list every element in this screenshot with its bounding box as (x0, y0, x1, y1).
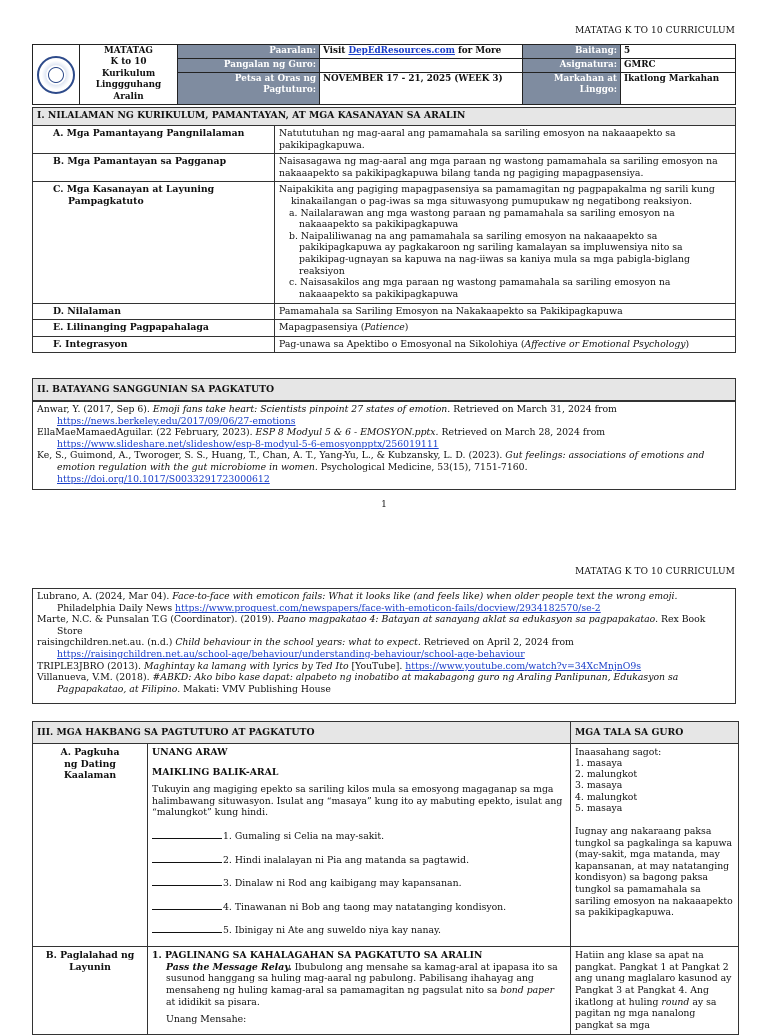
exercise-item: 5. Ibinigay ni Ate ang suweldo niya kay nanay. (152, 925, 566, 937)
reference-link[interactable]: https://doi.org/10.1017/S0033291723000612 (57, 473, 270, 485)
row-b-text: Naisasagawa ng mag-aaral ang mga paraan ng wastong pamamahala sa sariling emosyon na nakaaapekto sa pakikipagkapuwa bilang tanda ng pagiging mapagpasensiya. (275, 154, 736, 182)
lesson-plan-title: MATATAG K to 10 Kurikulum Linggguhang Aralin (80, 45, 178, 105)
notes-column-title: MGA TALA SA GURO (571, 722, 739, 744)
petsa-label: Petsa at Oras ng Pagtuturo: (178, 72, 320, 104)
reference-link[interactable]: https://www.youtube.com/watch?v=34XcMnjnO9s (405, 660, 642, 672)
step-b-notes: Hatiin ang klase sa apat na pangkat. Pangkat 1 at Pangkat 2 ang unang maglalaro kasunod ay Pangkat 3 at Pangkat 4. Ang ikatlong at huling round ay sa pagitan ng mga nanalong pangkat sa mga (571, 947, 739, 1035)
reference-link[interactable]: https://news.berkeley.edu/2017/09/06/27-emotions (57, 415, 296, 427)
reference-item: TRIPLE3JBRO (2013). Maghintay ka lamang with lyrics by Ted Ito [YouTube]. https://www.youtube.com/watch?v=34XcMnjnO9s (37, 660, 642, 672)
reference-item: Lubrano, A. (2024, Mar 04). Face-to-face with emoticon fails: What it looks like (and feels like) when older people text the wrong emoji. Philadelphia Daily News https://www.proquest.com/newspapers/face-with-emoticon-fails/docview/2934182570/se-2 (37, 591, 678, 614)
balik-aral-instructions: Tukuyin ang magiging epekto sa sariling kilos mula sa emosyong magaganap sa mga halimbawang situwasyon. Isulat ang “masaya” kung ito ay mabuting epekto, isulat ang “malungkot” kung hindi. (152, 784, 563, 819)
section-1-table (32, 107, 736, 353)
reference-item: Anwar, Y. (2017, Sep 6). Emoji fans take heart: Scientists pinpoint 27 states of emotion. Retrieved on March 31, 2024 from https://news.berkeley.edu/2017/09/06/27-emotions (37, 404, 617, 427)
answer-blank[interactable] (152, 932, 222, 933)
asignatura-label: Asignatura: (523, 58, 621, 72)
reference-item: EllaMaeMamaedAguilar. (22 February, 2023). ESP 8 Modyul 5 & 6 - EMOSYON.pptx. Retrieved on March 28, 2024 from https://www.slideshare.net/slideshow/esp-8-modyul-5-6-emosyonpptx/256019111 (37, 427, 606, 450)
section-2-title: II. BATAYANG SANGGUNIAN SA PAGKATUTO (32, 378, 736, 401)
step-a-content (148, 744, 571, 947)
reference-item: Villanueva, V.M. (2018). #ABKD: Ako bibo kase dapat: alpabeto ng inobatibo at makabagong guro ng Araling Panlipunan, Edukasyon sa Pagpapakatao, at Filipino. Makati: VMV Publishing House (37, 672, 679, 695)
c-main-objective: Naipakikita ang pagiging mapagpasensiya sa pamamagitan ng pagpapakalma ng sarili kung kinakailangan o pag-iwas sa mga situwasyong pumupukaw ng negatibong reaksiyon. (279, 184, 715, 208)
curriculum-header: MATATAG K TO 10 CURRICULUM (575, 567, 735, 577)
balik-aral-heading: MAIKLING BALIK-ARAL (152, 766, 279, 778)
c-objective-a: a. Nailalarawan ang mga wastong paraan ng pamamahala sa sariling emosyon na nakaaapekto sa pakikipagkapuwa (289, 207, 675, 231)
page-number: 1 (381, 500, 387, 510)
section-1-title: I. NILALAMAN NG KURIKULUM, PAMANTAYAN, AT MGA KASANAYAN SA ARALIN (33, 108, 736, 126)
row-f-text: Pag-unawa sa Apektibo o Emosyonal na Sikolohiya (Affective or Emotional Psychology) (275, 336, 736, 353)
row-a-label: A. Mga Pamantayang Pangnilalaman (33, 126, 275, 154)
markahan-label: Markahan at Linggo: (523, 72, 621, 104)
section-3-title: III. MGA HAKBANG SA PAGTUTURO AT PAGKATUTO (33, 722, 571, 744)
row-d-text: Pamamahala sa Sariling Emosyon na Nakakaapekto sa Pakikipagkapuwa (275, 303, 736, 320)
row-c-text (275, 182, 736, 303)
answer-blank[interactable] (152, 838, 222, 839)
references-box-1 (32, 401, 736, 490)
c-objective-c: c. Naisasakilos ang mga paraan ng wastong pamamahala sa sariling emosyon na nakaaapekto sa pakikipagkapuwa (289, 277, 671, 300)
section-3-table (32, 721, 739, 1035)
depedresources-link[interactable]: DepEdResources.com (348, 46, 455, 56)
asignatura-value: GMRC (621, 58, 736, 72)
row-d-label: D. Nilalaman (33, 303, 275, 320)
b-activity: Pass the Message Relay. Ibubulong ang mensahe sa kamag-aral at ipapasa ito sa susunod hanggang sa huling mag-aaral ng pabulong. Pabilisang ihahayag ang mensaheng ng huling kamag-aral sa pamamagitan ng pagsulat nito sa bond paper at ididikit sa pisara. (166, 961, 558, 1008)
step-b-label: B. Paglalahad ng Layunin (33, 947, 148, 1035)
markahan-value: Ikatlong Markahan (621, 72, 736, 104)
answer-blank[interactable] (152, 909, 222, 910)
reference-link[interactable]: https://www.proquest.com/newspapers/face-with-emoticon-fails/docview/2934182570/se-2 (175, 602, 601, 614)
step-a-notes: Inaasahang sagot: 1. masaya 2. malungkot 3. masaya 4. malungkot 5. masaya Iugnay ang nakaraang paksa tungkol sa pagkalinga sa kapuwa (may-sakit, mga matanda, may kapansanan, at may natatanging kondisyon) sa bagong paksa tungkol sa pamamahala sa sariling emosyon na nakaaapekto sa pakikipagkapuwa. (571, 744, 739, 947)
c-objective-b: b. Naipaliliwanag na ang pamamahala sa sariling emosyon na nakaaapekto sa pakikipagkapuwa ay pagkakaroon ng sariling kamalayan sa impluwensiya nito sa pakikipag-ugnayan sa kapuwa na nag-iiwas sa kaniya mula sa mga pabigla-biglang reaksiyon (289, 230, 690, 277)
row-b-label: B. Mga Pamantayan sa Pagganap (33, 154, 275, 182)
step-a-label: A. Pagkuha ng Dating Kaalaman (33, 744, 148, 947)
b-unang-mensahe: Unang Mensahe: (166, 1014, 247, 1026)
row-a-text: Natututuhan ng mag-aaral ang pamamahala sa sariling emosyon na nakaaapekto sa pakikipagkapuwa. (275, 126, 736, 154)
petsa-value: NOVEMBER 17 - 21, 2025 (WEEK 3) (320, 72, 523, 104)
row-f-label: F. Integrasyon (33, 336, 275, 353)
row-c-label: C. Mga Kasanayan at Layuning Pampagkatuto (33, 182, 275, 303)
deped-seal-icon (37, 56, 75, 94)
reference-item: Marte, N.C. & Punsalan T.G (Coordinator). (2019). Paano magpakatao 4: Batayan at sanayang aklat sa edukasyon sa pagpapakatao. Rex Book Store (37, 614, 706, 637)
reference-item: Ke, S., Guimond, A., Tworoger, S. S., Huang, T., Chan, A. T., Yang-Yu, L., & Kubzansky, L. D. (2023). Gut feelings: associations of emotions and emotion regulation with the gut microbiome in women. Psychological Medicine, 53(15), 7151-7160. https://doi.org/10.1017/S0033291723000612 (37, 450, 705, 485)
exercise-item: 3. Dinalaw ni Rod ang kaibigang may kapansanan. (152, 878, 566, 890)
exercise-item: 1. Gumaling si Celia na may-sakit. (152, 831, 566, 843)
guro-value (320, 58, 523, 72)
exercise-item: 2. Hindi inalalayan ni Pia ang matanda sa pagtawid. (152, 855, 566, 867)
b-heading: 1. PAGLINANG SA KAHALAGAHAN SA PAGKATUTO SA ARALIN (152, 950, 483, 962)
logo-cell (33, 45, 80, 105)
unang-araw-heading: UNANG ARAW (152, 747, 228, 758)
exercise-item: 4. Tinawanan ni Bob ang taong may natatanging kondisyon. (152, 902, 566, 914)
reference-item: raisingchildren.net.au. (n.d.) Child behaviour in the school years: what to expect. Retrieved on April 2, 2024 from https://raisingchildren.net.au/school-age/behaviour/understanding-behaviour/school-age-behaviour (37, 637, 574, 661)
guro-label: Pangalan ng Guro: (178, 58, 320, 72)
paaralan-value: Visit DepEdResources.com for More (320, 45, 523, 59)
reference-link[interactable]: https://www.slideshare.net/slideshow/esp-8-modyul-5-6-emosyonpptx/256019111 (57, 438, 439, 450)
reference-link[interactable]: https://raisingchildren.net.au/school-age/behaviour/understanding-behaviour/school-age-behaviour (57, 649, 525, 661)
paaralan-label: Paaralan: (178, 45, 320, 59)
row-e-label: E. Lilinanging Pagpapahalaga (33, 320, 275, 337)
curriculum-header: MATATAG K TO 10 CURRICULUM (575, 26, 735, 36)
baitang-label: Baitang: (523, 45, 621, 59)
answer-blank[interactable] (152, 862, 222, 863)
answer-blank[interactable] (152, 885, 222, 886)
baitang-value: 5 (621, 45, 736, 59)
references-box-2 (32, 588, 736, 704)
step-b-content (148, 947, 571, 1035)
lesson-info-table (32, 44, 736, 105)
row-e-text: Mapagpasensiya (Patience) (275, 320, 736, 337)
